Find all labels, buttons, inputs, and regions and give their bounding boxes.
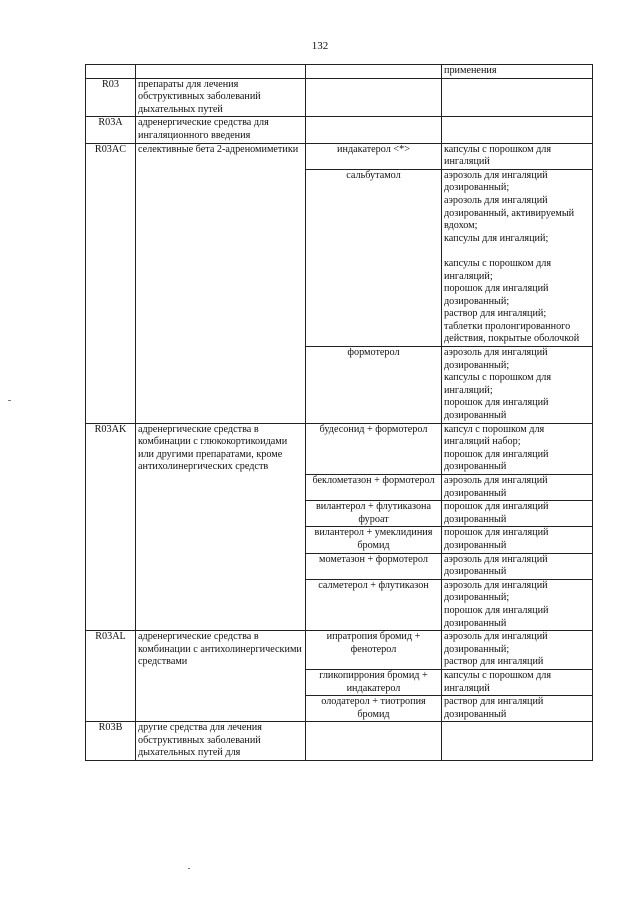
dosage-form-cell [442, 722, 593, 761]
dosage-form-text: аэрозоль для ингаляций дозированный [444, 475, 548, 499]
drug-name-cell: вилантерол + флутиказона фуроат [306, 501, 442, 527]
dosage-form-cell: применения [442, 65, 593, 79]
dosage-form-text: капсул с порошком для ингаляций набор; порошок для ингаляций дозированный [444, 423, 549, 473]
dosage-form-text: капсулы с порошком для ингаляций [444, 143, 552, 168]
drug-name-cell: сальбутамол [306, 169, 442, 346]
atc-code-cell: R03A [86, 117, 136, 143]
drug-name-cell: вилантерол + умеклидиния бромид [306, 527, 442, 553]
drug-name-cell: формотерол [306, 347, 442, 424]
scan-mark [188, 868, 190, 869]
page-number: 132 [311, 40, 329, 52]
dosage-form-cell [442, 527, 593, 553]
dosage-form-text: аэрозоль для ингаляций дозированный [444, 553, 548, 578]
drug-name-cell [306, 78, 442, 117]
dosage-form-text: аэрозоль для ингаляций дозированный; капсулы с порошком для ингаляций; порошок для ингаляций дозированный [444, 347, 552, 422]
atc-code-cell: R03AL [86, 631, 136, 722]
group-name-cell: адренергические средства в комбинации с антихолинергическими средствами [136, 631, 306, 722]
dosage-form-text: порошок для ингаляций дозированный [444, 527, 549, 551]
drug-name-cell: мометазон + формотерол [306, 553, 442, 579]
table-row [86, 631, 593, 670]
dosage-form-cell [442, 78, 593, 117]
group-name-cell: препараты для лечения обструктивных заболеваний дыхательных путей [136, 78, 306, 117]
drug-table [85, 64, 593, 761]
table-row [86, 117, 593, 143]
drug-name-cell: салметерол + флутиказон [306, 579, 442, 630]
scan-mark [8, 400, 11, 401]
drug-name-cell: ипратропия бромид + фенотерол [306, 631, 442, 670]
dosage-form-cell [442, 669, 593, 695]
drug-name-cell: будесонид + формотерол [306, 423, 442, 474]
atc-code-cell: R03 [86, 78, 136, 117]
table-row [86, 423, 593, 474]
dosage-form-text: аэрозоль для ингаляций дозированный; порошок для ингаляций дозированный [444, 579, 549, 629]
atc-code-cell: R03AC [86, 143, 136, 423]
dosage-form-cell [442, 143, 593, 169]
drug-name-cell [306, 65, 442, 79]
drug-name-cell: индакатерол <*> [306, 143, 442, 169]
dosage-form-cell [442, 579, 593, 630]
dosage-form-cell [442, 169, 593, 346]
dosage-form-cell [442, 696, 593, 722]
dosage-form-text: раствор для ингаляций дозированный [444, 696, 544, 720]
dosage-form-cell [442, 501, 593, 527]
atc-code-cell [86, 65, 136, 79]
table-row [86, 65, 593, 79]
dosage-form-text: аэрозоль для ингаляций дозированный; аэрозоль для ингаляций дозированный, активируемый вдохом; капсулы для ингаляций; капсулы с порошком для ингаляций; порошок для ингаляций дозированный; раствор для ингаляций; таблетки пролонгированного действия, покрытые оболочкой [444, 169, 580, 345]
drug-name-cell [306, 722, 442, 761]
dosage-form-cell [442, 423, 593, 474]
dosage-form-text: аэрозоль для ингаляций дозированный; раствор для ингаляций [444, 631, 548, 668]
atc-code-cell: R03AK [86, 423, 136, 631]
drug-name-cell: беклометазон + формотерол [306, 475, 442, 501]
dosage-form-text: капсулы с порошком для ингаляций [444, 669, 552, 694]
dosage-form-text: порошок для ингаляций дозированный [444, 501, 549, 525]
dosage-form-cell [442, 475, 593, 501]
group-name-cell: другие средства для лечения обструктивных заболеваний дыхательных путей для [136, 722, 306, 761]
group-name-cell [136, 65, 306, 79]
atc-code-cell: R03B [86, 722, 136, 761]
drug-name-cell [306, 117, 442, 143]
table-row [86, 143, 593, 169]
group-name-cell: адренергические средства в комбинации с глюкокортикоидами или другими препаратами, кроме антихолинергических средств [136, 423, 306, 631]
drug-name-cell: гликопиррония бромид + индакатерол [306, 669, 442, 695]
dosage-form-cell [442, 631, 593, 670]
group-name-cell: селективные бета 2-адреномиметики [136, 143, 306, 423]
table-row [86, 78, 593, 117]
dosage-form-cell [442, 347, 593, 424]
dosage-form-cell [442, 553, 593, 579]
drug-name-cell: олодатерол + тиотропия бромид [306, 696, 442, 722]
group-name-cell: адренергические средства для ингаляционного введения [136, 117, 306, 143]
table-row [86, 722, 593, 761]
dosage-form-cell [442, 117, 593, 143]
